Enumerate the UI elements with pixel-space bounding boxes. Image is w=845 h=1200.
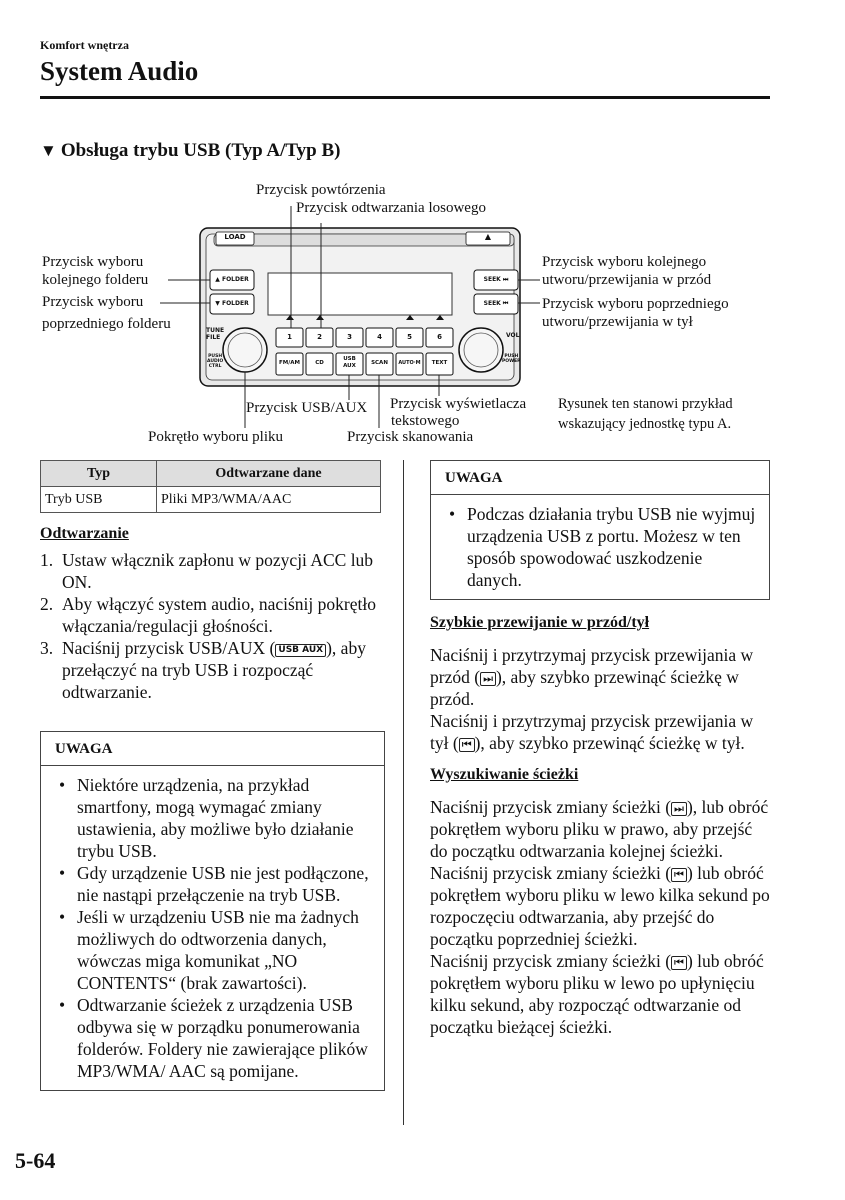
- figure-caption-2: wskazujący jednostkę typu A.: [558, 416, 732, 432]
- prev-track-icon: ⏮: [671, 956, 687, 970]
- table-header-row: [41, 461, 381, 487]
- column-divider: [403, 460, 404, 1125]
- text-span: ), aby szybko przewinąć ścieżkę w tył.: [474, 733, 745, 753]
- note-heading: UWAGA: [41, 732, 384, 766]
- folder-up-label: ▲ FOLDER: [215, 276, 249, 283]
- preset-label-1: 1: [287, 333, 292, 341]
- step-text-before: Naciśnij przycisk USB/AUX (: [62, 638, 276, 658]
- note-box-right: [430, 460, 770, 600]
- list-item: • Jeśli w urządzeniu USB nie ma żadnych możliwych do odtworzenia danych, wówczas miga komunikat „NO CONTENTS“ (brak zawartości).: [53, 906, 374, 994]
- usb-aux-callout-label: Przycisk USB/AUX: [246, 400, 368, 416]
- fast-forward-text: [430, 644, 770, 754]
- push-audio-label: [207, 354, 223, 369]
- folder-down-label: ▼ FOLDER: [215, 300, 249, 307]
- prev-track-icon: ⏮: [459, 738, 475, 752]
- playback-heading: Odtwarzanie: [40, 525, 129, 542]
- eject-icon: ▲: [484, 232, 492, 241]
- list-item: [40, 549, 385, 593]
- random-button-label: Przycisk odtwarzania losowego: [296, 200, 486, 216]
- preset-label-6: 6: [437, 333, 442, 341]
- prev-track-icon: ⏮: [671, 868, 687, 882]
- sub-heading: [40, 140, 340, 162]
- list-item: • Odtwarzanie ścieżek z urządzenia USB odbywa się w porządku ponumerowania folderów. Foldery nie zawierające plików MP3/WMA/ AAC są pomijane.: [53, 994, 374, 1082]
- scan-label: SCAN: [371, 360, 388, 366]
- text-span: Naciśnij przycisk zmiany ścieżki (: [430, 863, 672, 883]
- ff-paragraph-2: [430, 710, 770, 754]
- text-span: Naciśnij przycisk zmiany ścieżki (: [430, 797, 672, 817]
- fast-forward-heading: Szybkie przewijanie w przód/tył: [430, 614, 650, 631]
- power-label-2: POWER: [502, 359, 521, 364]
- text-span: Naciśnij i przytrzymaj przycisk przewijania w tył (: [430, 711, 754, 753]
- page-title: System Audio: [40, 56, 199, 86]
- track-search-heading: Wyszukiwanie ścieżki: [430, 766, 579, 783]
- auto-m-label: AUTO·M: [398, 360, 421, 366]
- folder-next-label-1: Przycisk wyboru: [42, 254, 144, 270]
- folder-prev-label-1: Przycisk wyboru: [42, 294, 144, 310]
- folder-next-label-2: kolejnego folderu: [42, 272, 149, 288]
- section-label: Komfort wnętrza: [40, 38, 129, 52]
- note-body: [431, 495, 769, 599]
- table-header-cell: Typ: [41, 461, 157, 487]
- track-search-text: [430, 796, 770, 1038]
- text-callout-label-1: Przycisk wyświetlacza: [390, 396, 527, 412]
- list-item: • Podczas działania trybu USB nie wyjmuj urządzenia USB z portu. Możesz w ten sposób spowodować uszkodzenie danych.: [443, 503, 759, 591]
- table-cell: Pliki MP3/WMA/AAC: [157, 487, 381, 513]
- next-track-icon: ⏭: [671, 802, 687, 816]
- file-knob-callout-label: Pokrętło wyboru pliku: [148, 429, 283, 445]
- power-label-1: PUSH: [504, 354, 519, 359]
- text-span: ), aby szybko przewinąć ścieżkę w przód.: [430, 667, 739, 709]
- playback-data-table: [40, 460, 381, 513]
- note-body: [41, 766, 384, 1090]
- track-next-label-2: utworu/przewijania w przód: [542, 272, 712, 288]
- step-text: Aby włączyć system audio, naciśnij pokrętło włączania/regulacji głośności.: [62, 594, 376, 636]
- note-box-left: [40, 731, 385, 1091]
- text-span: Naciśnij i przytrzymaj przycisk przewijania w przód (: [430, 645, 754, 687]
- track-prev-label-2: utworu/przewijania w tył: [542, 314, 693, 330]
- ff-paragraph-1: [430, 644, 770, 710]
- text-span: Naciśnij przycisk zmiany ścieżki (: [430, 951, 672, 971]
- text-span: ), lub obróć pokrętłem wyboru pliku w prawo, aby przejść do początku odtwarzania kolejnej ścieżki.: [430, 797, 769, 861]
- folder-prev-label-2: poprzedniego folderu: [42, 316, 171, 332]
- file-knob[interactable]: [223, 328, 267, 372]
- step-text-after: ), aby przełączyć na tryb USB i rozpocząć odtwarzanie.: [62, 638, 366, 702]
- fm-am-label: FM/AM: [279, 360, 300, 366]
- list-item: [40, 637, 385, 703]
- audio-unit-figure: [0, 170, 845, 455]
- display-screen: [268, 273, 452, 315]
- repeat-button-label: Przycisk powtórzenia: [256, 182, 386, 198]
- power-label: [502, 354, 521, 364]
- title-rule: [40, 96, 770, 99]
- figure-caption-1: Rysunek ten stanowi przykład: [558, 396, 733, 412]
- search-paragraph-1: [430, 796, 770, 862]
- search-paragraph-2: [430, 862, 770, 950]
- text-callout-label-2: tekstowego: [391, 413, 460, 429]
- note-list: [53, 774, 374, 1082]
- table-row: [41, 487, 381, 513]
- tune-label-1: TUNE: [206, 327, 225, 334]
- preset-label-3: 3: [347, 333, 352, 341]
- volume-knob[interactable]: [459, 328, 503, 372]
- tune-label: [206, 327, 224, 341]
- list-item: [40, 593, 385, 637]
- search-paragraph-3: [430, 950, 770, 1038]
- text-label: TEXT: [431, 360, 448, 366]
- cd-label: CD: [315, 360, 324, 366]
- push-label-2: AUDIO: [207, 359, 224, 364]
- preset-label-4: 4: [377, 333, 382, 341]
- vol-label: VOL: [506, 332, 520, 339]
- note-list: [443, 503, 759, 591]
- push-label-1: PUSH: [208, 354, 223, 359]
- left-column: [40, 525, 385, 1091]
- list-item: • Niektóre urządzenia, na przykład smartfony, mogą wymagać zmiany ustawienia, aby możliwe było działanie trybu USB.: [53, 774, 374, 862]
- table-cell: Tryb USB: [41, 487, 157, 513]
- note-heading: UWAGA: [431, 461, 769, 495]
- usb-aux-label: USB AUX: [343, 356, 356, 369]
- text-span: ) lub obróć pokrętłem wyboru pliku w lewo po upłynięciu kilku sekund, aby rozpocząć odtwarzanie od początku bieżącej ścieżki.: [430, 951, 764, 1037]
- playback-steps: [40, 549, 385, 703]
- right-column: [430, 460, 770, 1038]
- preset-label-2: 2: [317, 333, 322, 341]
- next-track-icon: ⏭: [480, 672, 496, 686]
- page-number: 5-64: [15, 1148, 56, 1173]
- step-number: 3.: [40, 638, 54, 658]
- seek-up-label: SEEK ⏭: [483, 276, 509, 283]
- step-number: 1.: [40, 550, 54, 570]
- tune-label-2: FILE: [206, 334, 221, 341]
- table-header-cell: Odtwarzane dane: [157, 461, 381, 487]
- usb-aux-icon: USB AUX: [275, 644, 326, 657]
- load-label: LOAD: [224, 233, 246, 241]
- triangle-down-icon: ▼: [40, 141, 57, 160]
- scan-callout-label: Przycisk skanowania: [347, 429, 474, 445]
- track-prev-label-1: Przycisk wyboru poprzedniego: [542, 296, 729, 312]
- track-next-label-1: Przycisk wyboru kolejnego: [542, 254, 707, 270]
- push-label-3: CTRL: [208, 364, 222, 369]
- sub-heading-text: Obsługa trybu USB (Typ A/Typ B): [60, 140, 341, 161]
- step-text: Ustaw włącznik zapłonu w pozycji ACC lub ON.: [62, 550, 374, 592]
- text-span: ) lub obróć pokrętłem wyboru pliku w lewo kilka sekund po rozpoczęciu odtwarzania, aby przejść do początku poprzedniej ścieżki.: [430, 863, 770, 949]
- preset-label-5: 5: [407, 333, 412, 341]
- step-number: 2.: [40, 594, 54, 614]
- seek-down-label: SEEK ⏮: [483, 300, 509, 307]
- list-item: • Gdy urządzenie USB nie jest podłączone, nie nastąpi przełączenie na tryb USB.: [53, 862, 374, 906]
